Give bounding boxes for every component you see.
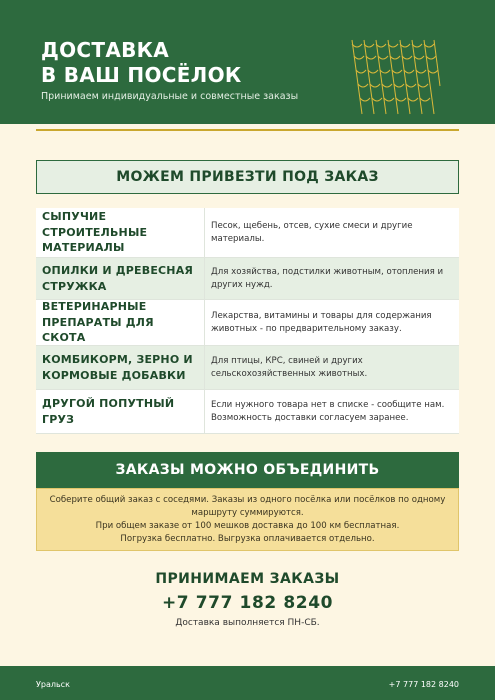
combine-section-title: ЗАКАЗЫ МОЖНО ОБЪЕДИНИТЬ	[36, 452, 459, 488]
order-section-title: МОЖЕМ ПРИВЕЗТИ ПОД ЗАКАЗ	[36, 160, 459, 194]
table-row	[36, 390, 459, 434]
item-description: Песок, щебень, отсев, сухие смеси и другие материалы.	[205, 208, 459, 257]
item-description: Если нужного товара нет в списке - сообщите нам. Возможность доставки согласуем заранее.	[205, 390, 459, 433]
item-label: КОМБИКОРМ, ЗЕРНО И КОРМОВЫЕ ДОБАВКИ	[36, 346, 205, 389]
gold-divider	[36, 129, 459, 131]
table-row	[36, 208, 459, 258]
item-label: ДРУГОЙ ПОПУТНЫЙ ГРУЗ	[36, 390, 205, 433]
page-title	[41, 38, 242, 88]
header-banner	[0, 0, 495, 124]
table-row	[36, 258, 459, 300]
combine-text-line: маршруту суммируются.	[191, 508, 304, 518]
combine-text-line: Соберите общий заказ с соседями. Заказы из одного посёлка или посёлков по одному	[49, 495, 446, 505]
combine-info-box	[36, 488, 459, 551]
item-label: ОПИЛКИ И ДРЕВЕСНАЯ СТРУЖКА	[36, 258, 205, 299]
footer-city: Уральск	[36, 680, 70, 689]
item-description: Лекарства, витамины и товары для содержания животных - по предварительному заказу.	[205, 300, 459, 345]
page-subtitle: Принимаем индивидуальные и совместные заказы	[41, 91, 299, 102]
table-row	[36, 346, 459, 390]
item-description: Для птицы, КРС, свиней и других сельскохозяйственных животных.	[205, 346, 459, 389]
combine-text-line: При общем заказе от 100 мешков доставка до 100 км бесплатная.	[95, 521, 400, 531]
item-label: ВЕТЕРИНАРНЫЕ ПРЕПАРАТЫ ДЛЯ СКОТА	[36, 300, 205, 345]
combine-text-line: Погрузка бесплатно. Выгрузка оплачивается отдельно.	[120, 534, 375, 544]
contact-title: ПРИНИМАЕМ ЗАКАЗЫ	[155, 571, 340, 587]
contact-block	[0, 568, 495, 628]
footer-bar	[0, 666, 495, 700]
delivery-schedule-note: Доставка выполняется ПН-СБ.	[175, 618, 320, 628]
order-items-table	[36, 208, 459, 434]
page-title-line2: В ВАШ ПОСЁЛОК	[41, 63, 242, 87]
item-description: Для хозяйства, подстилки животным, отопления и других нужд.	[205, 258, 459, 299]
table-row	[36, 300, 459, 346]
page-title-line1: ДОСТАВКА	[41, 38, 170, 62]
contact-phone-number[interactable]: +7 777 182 8240	[161, 593, 334, 613]
item-label: СЫПУЧИЕ СТРОИТЕЛЬНЫЕ МАТЕРИАЛЫ	[36, 208, 205, 257]
wheat-decoration-icon	[350, 36, 442, 116]
footer-phone-number[interactable]: +7 777 182 8240	[388, 680, 459, 689]
